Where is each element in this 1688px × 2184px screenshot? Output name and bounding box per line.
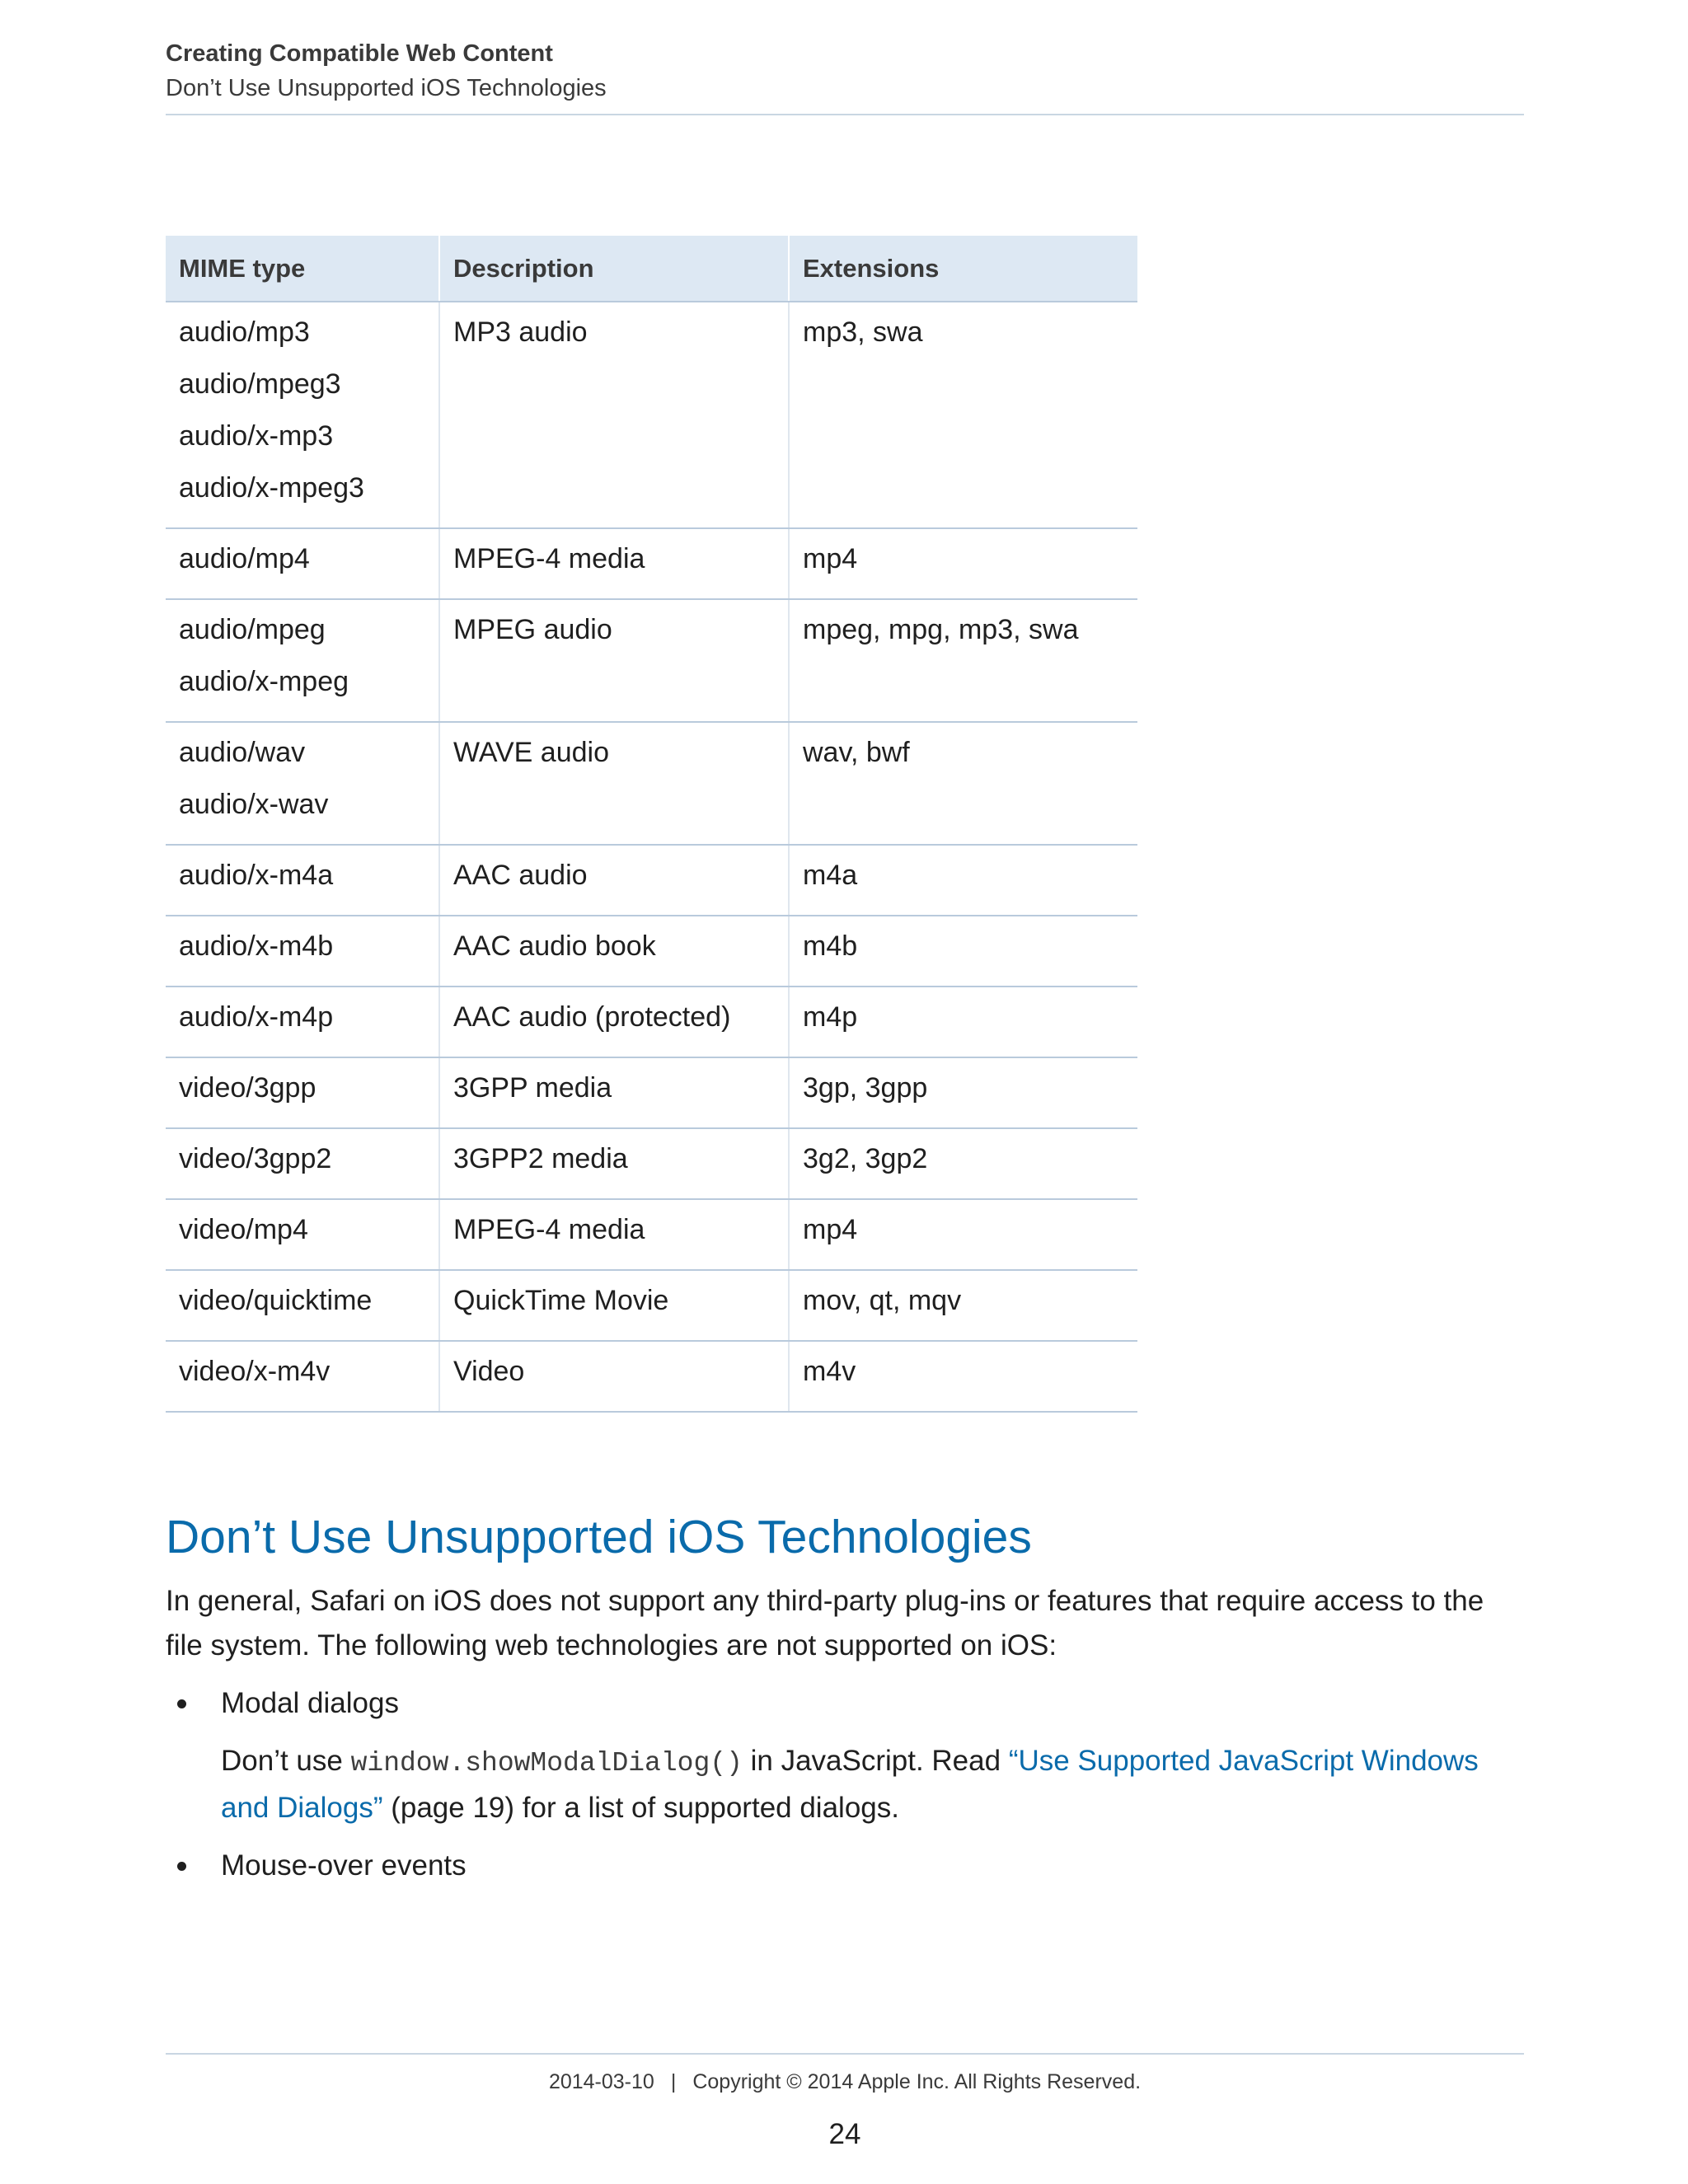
cell-mime-type bbox=[166, 916, 439, 987]
cell-extensions: m4a bbox=[789, 845, 1137, 916]
cell-mime-type bbox=[166, 1270, 439, 1341]
footer-separator: | bbox=[670, 2070, 677, 2093]
list-item-mouse-over-events bbox=[166, 1844, 1524, 1888]
table-row bbox=[166, 599, 1137, 722]
cell-description: 3GPP media bbox=[439, 1057, 789, 1128]
table-row bbox=[166, 1128, 1137, 1199]
detail-text-middle: in JavaScript. Read bbox=[742, 1745, 1009, 1777]
bullet-icon bbox=[177, 1699, 186, 1708]
mime-type-value: audio/mp4 bbox=[179, 543, 310, 574]
mime-type-value: audio/x-mp3 bbox=[179, 420, 334, 452]
cell-extensions: m4p bbox=[789, 987, 1137, 1057]
mime-type-value: video/x-m4v bbox=[179, 1356, 331, 1387]
mime-type-value: audio/wav bbox=[179, 737, 306, 768]
detail-text-suffix: (page 19) for a list of supported dialogs. bbox=[382, 1792, 899, 1824]
unsupported-technologies-list bbox=[166, 1681, 1524, 1901]
mime-type-value: audio/x-mpeg bbox=[179, 666, 349, 697]
mime-type-value: audio/mpeg bbox=[179, 614, 326, 645]
detail-text-prefix: Don’t use bbox=[221, 1745, 351, 1777]
column-header-description: Description bbox=[439, 236, 789, 302]
cell-extensions: m4b bbox=[789, 916, 1137, 987]
list-item-modal-dialogs bbox=[166, 1681, 1524, 1830]
cell-mime-type bbox=[166, 845, 439, 916]
cell-extensions: 3gp, 3gpp bbox=[789, 1057, 1137, 1128]
mime-type-value: video/mp4 bbox=[179, 1214, 308, 1245]
chapter-title: Creating Compatible Web Content bbox=[166, 40, 553, 67]
table-row bbox=[166, 1057, 1137, 1128]
table-row bbox=[166, 916, 1137, 987]
mime-type-value: audio/x-mpeg3 bbox=[179, 472, 364, 504]
mime-type-value: audio/mp3 bbox=[179, 316, 310, 348]
cell-description: AAC audio book bbox=[439, 916, 789, 987]
cell-mime-type bbox=[166, 987, 439, 1057]
column-header-extensions: Extensions bbox=[789, 236, 1137, 302]
table-row bbox=[166, 302, 1137, 528]
cell-mime-type bbox=[166, 528, 439, 599]
mime-type-value: video/3gpp bbox=[179, 1072, 316, 1104]
header-divider bbox=[166, 114, 1524, 115]
code-snippet: window.showModalDialog() bbox=[350, 1748, 743, 1779]
table-row bbox=[166, 1199, 1137, 1270]
mime-type-table bbox=[166, 236, 1137, 1413]
cell-description: WAVE audio bbox=[439, 722, 789, 845]
cell-description: QuickTime Movie bbox=[439, 1270, 789, 1341]
page-number: 24 bbox=[828, 2118, 861, 2150]
cell-mime-type bbox=[166, 1128, 439, 1199]
running-section-title: Don’t Use Unsupported iOS Technologies bbox=[166, 75, 607, 101]
cell-mime-type bbox=[166, 1199, 439, 1270]
cell-description: AAC audio (protected) bbox=[439, 987, 789, 1057]
cell-description: AAC audio bbox=[439, 845, 789, 916]
mime-type-value: video/quicktime bbox=[179, 1285, 373, 1316]
table-row bbox=[166, 1270, 1137, 1341]
cell-description: MPEG audio bbox=[439, 599, 789, 722]
mime-type-value: audio/x-m4b bbox=[179, 930, 334, 962]
footer-divider bbox=[166, 2053, 1524, 2055]
mime-type-value: audio/mpeg3 bbox=[179, 368, 341, 400]
bullet-icon bbox=[177, 1862, 186, 1871]
footer-copyright: Copyright © 2014 Apple Inc. All Rights Reserved. bbox=[692, 2070, 1142, 2093]
table-row bbox=[166, 845, 1137, 916]
cell-extensions: m4v bbox=[789, 1341, 1137, 1412]
bullet-detail bbox=[221, 1739, 1524, 1830]
cell-extensions: mov, qt, mqv bbox=[789, 1270, 1137, 1341]
bullet-title: Mouse-over events bbox=[221, 1849, 467, 1882]
cell-mime-type bbox=[166, 1057, 439, 1128]
mime-type-value: audio/x-m4p bbox=[179, 1001, 334, 1033]
intro-paragraph: In general, Safari on iOS does not support any third-party plug-ins or features that require access to the file system. The following web technologies are not supported on iOS: bbox=[166, 1585, 1484, 1661]
cell-extensions: mpeg, mpg, mp3, swa bbox=[789, 599, 1137, 722]
running-header bbox=[166, 36, 1524, 105]
cell-mime-type bbox=[166, 1341, 439, 1412]
cell-mime-type bbox=[166, 599, 439, 722]
cell-extensions: 3g2, 3gp2 bbox=[789, 1128, 1137, 1199]
cell-mime-type bbox=[166, 722, 439, 845]
cell-extensions: mp4 bbox=[789, 528, 1137, 599]
cell-description: 3GPP2 media bbox=[439, 1128, 789, 1199]
footer-date: 2014-03-10 bbox=[548, 2070, 654, 2093]
table-row bbox=[166, 987, 1137, 1057]
table-row bbox=[166, 528, 1137, 599]
cell-extensions: wav, bwf bbox=[789, 722, 1137, 845]
section-heading: Don’t Use Unsupported iOS Technologies bbox=[166, 1511, 1032, 1563]
table-header-row bbox=[166, 236, 1137, 302]
cell-description: MPEG-4 media bbox=[439, 1199, 789, 1270]
cell-description: Video bbox=[439, 1341, 789, 1412]
footer bbox=[166, 2067, 1524, 2097]
bullet-title: Modal dialogs bbox=[221, 1687, 399, 1719]
table-row bbox=[166, 722, 1137, 845]
cell-description: MPEG-4 media bbox=[439, 528, 789, 599]
table-body bbox=[166, 302, 1137, 1412]
mime-type-value: audio/x-m4a bbox=[179, 860, 334, 891]
table-row bbox=[166, 1341, 1137, 1412]
cell-extensions: mp3, swa bbox=[789, 302, 1137, 528]
cell-mime-type bbox=[166, 302, 439, 528]
column-header-mime-type: MIME type bbox=[166, 236, 439, 302]
mime-type-value: audio/x-wav bbox=[179, 789, 329, 820]
cell-extensions: mp4 bbox=[789, 1199, 1137, 1270]
cell-description: MP3 audio bbox=[439, 302, 789, 528]
mime-type-value: video/3gpp2 bbox=[179, 1143, 332, 1174]
cross-reference-link[interactable]: “Use Supported JavaScript Windows and Dialogs” bbox=[221, 1745, 1479, 1824]
